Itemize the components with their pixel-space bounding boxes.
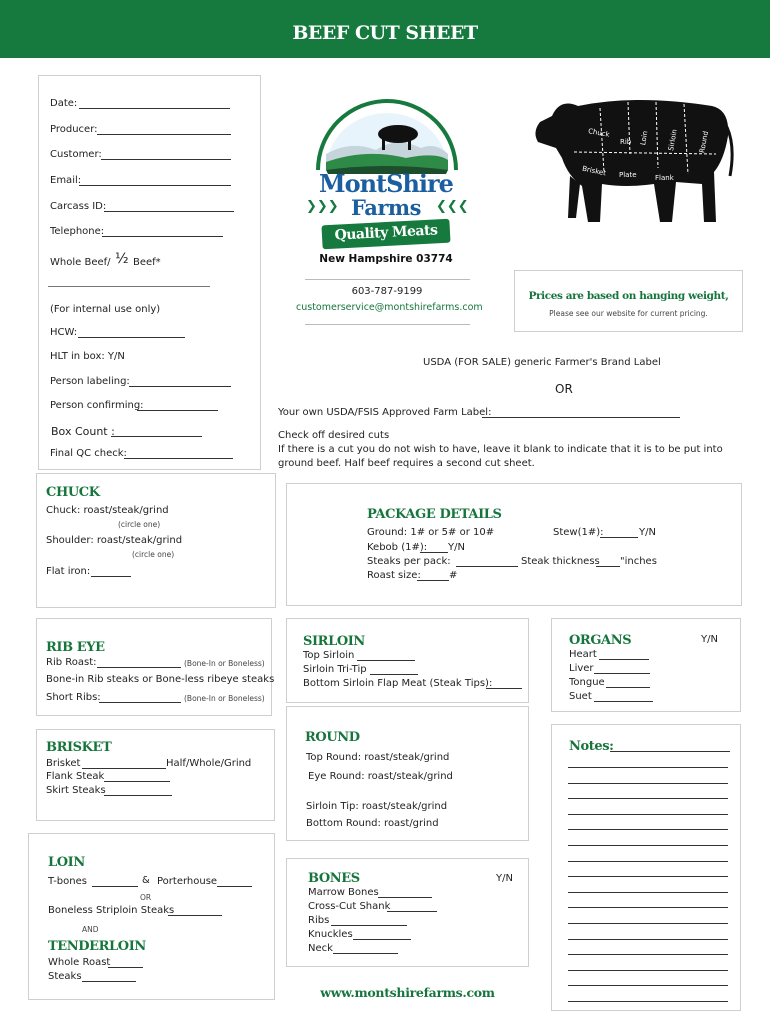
own-label-field[interactable] [482, 417, 680, 418]
tbones-label: T-bones [48, 876, 87, 887]
diagram-label-chuck: Chuck [587, 127, 611, 139]
top-sirloin-field[interactable] [357, 660, 415, 661]
loin-ampersand: & [142, 875, 150, 886]
roast-size-field[interactable] [417, 580, 449, 581]
box-count-field[interactable] [111, 436, 202, 437]
notes-line[interactable] [568, 939, 728, 940]
notes-line[interactable] [568, 876, 728, 877]
porterhouse-label: Porterhouse [157, 876, 218, 887]
skirt-steaks-field[interactable] [104, 795, 172, 796]
chuck-circle-note: (circle one) [118, 520, 161, 529]
whole-roast-label: Whole Roast [48, 957, 111, 968]
producer-field[interactable] [97, 134, 231, 135]
flat-iron-label: Flat iron: [46, 566, 91, 577]
montshire-logo [296, 92, 476, 272]
person-confirming-field[interactable] [137, 410, 218, 411]
final-qc-label: Final QC check: [50, 448, 127, 459]
rib-steaks-option[interactable]: Bone-in Rib steaks or Bone-less ribeye steaks [46, 674, 275, 685]
hcw-field[interactable] [78, 337, 185, 338]
rib-roast-field[interactable] [97, 667, 181, 668]
email-field[interactable] [79, 185, 231, 186]
organs-title: ORGANS [569, 633, 632, 648]
notes-line[interactable] [568, 985, 728, 986]
bottom-round-option[interactable]: Bottom Round: roast/grind [306, 818, 439, 829]
instructions-line-1: Check off desired cuts [278, 430, 390, 441]
skirt-steaks-label: Skirt Steaks [46, 785, 106, 796]
carcass-id-label: Carcass ID: [50, 201, 107, 212]
loin-title: LOIN [48, 855, 85, 870]
tri-tip-label: Sirloin Tri-Tip [303, 664, 367, 675]
notes-line[interactable] [568, 954, 728, 955]
suet-label: Suet [569, 691, 592, 702]
notes-line[interactable] [568, 970, 728, 971]
stew-label: Stew(1#): [553, 527, 604, 538]
sirloin-tip-option[interactable]: Sirloin Tip: roast/steak/grind [306, 801, 448, 812]
brisket-title: BRISKET [46, 740, 112, 755]
box-count-label: Box Count : [51, 425, 115, 438]
ribeye-title: RIB EYE [46, 640, 105, 655]
notes-line[interactable] [568, 798, 728, 799]
hcw-label: HCW: [50, 327, 78, 338]
tongue-label: Tongue [569, 677, 605, 688]
flank-steak-field[interactable] [104, 781, 170, 782]
stew-field[interactable] [600, 537, 638, 538]
instructions-line-3: ground beef. Half beef requires a second cut sheet. [278, 458, 535, 469]
eye-round-option[interactable]: Eye Round: roast/steak/grind [308, 771, 453, 782]
final-qc-field[interactable] [124, 458, 233, 459]
neck-field[interactable] [333, 953, 398, 954]
package-details-title: PACKAGE DETAILS [367, 507, 502, 522]
short-ribs-bone-option[interactable]: (Bone-In or Boneless) [184, 694, 265, 703]
wheat-right-icon: ❮❮❮ [436, 199, 469, 214]
notes-line[interactable] [568, 861, 728, 862]
top-round-option[interactable]: Top Round: roast/steak/grind [306, 752, 450, 763]
telephone-field[interactable] [102, 236, 223, 237]
tenderloin-steaks-label: Steaks [48, 971, 82, 982]
stew-yn[interactable]: Y/N [639, 527, 656, 538]
footer-website-link[interactable]: www.montshirefarms.com [320, 985, 495, 1000]
own-label-text: Your own USDA/FSIS Approved Farm Label: [278, 407, 492, 418]
cross-cut-shank-field[interactable] [387, 911, 437, 912]
wheat-left-icon: ❯❯❯ [306, 199, 339, 214]
chuck-option[interactable]: Chuck: roast/steak/grind [46, 505, 169, 516]
notes-line[interactable] [568, 892, 728, 893]
suet-field[interactable] [594, 701, 653, 702]
liver-label: Liver [569, 663, 594, 674]
diagram-label-flank: Flank [655, 174, 674, 182]
pricing-note: Please see our website for current pricing. [549, 309, 708, 318]
person-labeling-label: Person labeling: [50, 376, 130, 387]
bones-yn: Y/N [496, 873, 513, 884]
producer-label: Producer: [50, 124, 98, 135]
round-title: ROUND [305, 730, 360, 745]
notes-line[interactable] [568, 829, 728, 830]
page-title: BEEF CUT SHEET [292, 22, 478, 44]
steaks-per-pack-label: Steaks per pack: [367, 556, 451, 567]
chuck-title: CHUCK [46, 485, 100, 500]
notes-line[interactable] [568, 814, 728, 815]
heart-field[interactable] [599, 659, 649, 660]
roast-size-label: Roast size: [367, 570, 421, 581]
steak-thickness-label: Steak thickness [521, 556, 600, 567]
rib-roast-bone-option[interactable]: (Bone-In or Boneless) [184, 659, 265, 668]
or-separator: OR [555, 382, 573, 396]
kebob-yn[interactable]: Y/N [448, 542, 465, 553]
phone-number: 603-787-9199 [351, 286, 423, 297]
usda-generic-label[interactable]: USDA (FOR SALE) generic Farmer's Brand Label [423, 357, 661, 368]
short-ribs-label: Short Ribs: [46, 692, 101, 703]
instructions-line-2: If there is a cut you do not wish to have, leave it blank to indicate that it is to be put into [278, 444, 723, 455]
customer-field[interactable] [101, 159, 231, 160]
notes-line-0[interactable] [610, 751, 730, 752]
inches-label: "inches [620, 556, 657, 567]
cross-cut-shank-label: Cross-Cut Shank [308, 901, 391, 912]
marrow-bones-field[interactable] [378, 897, 432, 898]
diagram-label-rib: Rib [620, 138, 632, 146]
notes-line[interactable] [568, 767, 728, 768]
half-beef-label[interactable]: Beef* [133, 257, 161, 268]
pricing-title: Prices are based on hanging weight, [528, 290, 729, 302]
tenderloin-steaks-field[interactable] [82, 981, 136, 982]
notes-line[interactable] [568, 783, 728, 784]
notes-line[interactable] [568, 845, 728, 846]
notes-line[interactable] [568, 907, 728, 908]
diagram-label-loin: Loin [639, 130, 650, 146]
date-label: Date: [50, 98, 78, 109]
heart-label: Heart [569, 649, 597, 660]
porterhouse-field[interactable] [217, 886, 252, 887]
kebob-label: Kebob (1#): [367, 542, 428, 553]
ground-option[interactable]: Ground: 1# or 5# or 10# [367, 527, 495, 538]
striploin-field[interactable] [168, 915, 222, 916]
brisket-field[interactable] [82, 768, 166, 769]
contact-divider-bottom [305, 324, 470, 325]
sirloin-flap-label: Bottom Sirloin Flap Meat (Steak Tips): [303, 678, 493, 689]
person-confirming-label: Person confirming: [50, 400, 144, 411]
logo-name-line1: MontShire [319, 169, 453, 198]
kebob-field[interactable] [420, 552, 448, 553]
logo-location: New Hampshire 03774 [319, 253, 453, 265]
notes-title: Notes: [569, 739, 614, 754]
sirloin-title: SIRLOIN [303, 634, 365, 649]
notes-line[interactable] [568, 1001, 728, 1002]
tenderloin-title: TENDERLOIN [48, 939, 146, 954]
flat-iron-field[interactable] [91, 576, 131, 577]
liver-field[interactable] [594, 673, 650, 674]
ribs-label: Ribs [308, 915, 330, 926]
customer-label: Customer: [50, 149, 102, 160]
notes-line[interactable] [568, 923, 728, 924]
knuckles-label: Knuckles [308, 929, 353, 940]
hlt-label[interactable]: HLT in box: Y/N [50, 351, 125, 362]
tbones-field[interactable] [92, 886, 138, 887]
half-symbol[interactable]: ½ [115, 251, 129, 267]
date-field[interactable] [79, 108, 230, 109]
contact-divider-top [305, 279, 470, 280]
brisket-options[interactable]: Half/Whole/Grind [166, 758, 252, 769]
package-details-box [286, 483, 742, 606]
short-ribs-field[interactable] [99, 702, 181, 703]
rib-roast-label: Rib Roast: [46, 657, 97, 668]
steak-thickness-field[interactable] [596, 566, 620, 567]
diagram-label-round: Round [698, 130, 710, 154]
shoulder-option[interactable]: Shoulder: roast/steak/grind [46, 535, 183, 546]
cow-silhouette [516, 72, 742, 260]
tri-tip-field[interactable] [370, 674, 418, 675]
diagram-label-sirloin: Sirloin [667, 128, 679, 152]
neck-label: Neck [308, 943, 333, 954]
sirloin-flap-field[interactable] [486, 688, 522, 689]
knuckles-field[interactable] [353, 939, 411, 940]
ribs-field[interactable] [331, 925, 407, 926]
logo-banner-text: Quality Meats [334, 222, 438, 244]
loin-and: AND [82, 925, 99, 934]
steaks-per-pack-field[interactable] [456, 566, 518, 567]
organs-yn: Y/N [701, 634, 718, 645]
roast-size-unit: # [449, 570, 458, 581]
shoulder-circle-note: (circle one) [132, 550, 175, 559]
email-label: Email: [50, 175, 82, 186]
internal-divider [48, 286, 210, 287]
telephone-label: Telephone: [50, 226, 105, 237]
loin-or: OR [140, 893, 152, 902]
flank-steak-label: Flank Steak [46, 771, 105, 782]
brisket-label: Brisket [46, 758, 81, 769]
carcass-id-field[interactable] [104, 211, 234, 212]
logo-name-line2: Farms [351, 195, 421, 220]
bones-title: BONES [308, 871, 360, 886]
marrow-bones-label: Marrow Bones [308, 887, 379, 898]
diagram-label-plate: Plate [619, 171, 637, 179]
tongue-field[interactable] [606, 687, 650, 688]
beef-cuts-diagram [516, 72, 742, 260]
contact-email-link[interactable]: customerservice@montshirefarms.com [296, 302, 483, 313]
person-labeling-field[interactable] [129, 386, 231, 387]
diagram-label-brisket: Brisket [581, 164, 607, 178]
internal-use-label: (For internal use only) [50, 304, 161, 315]
whole-roast-field[interactable] [108, 967, 143, 968]
striploin-label: Boneless Striploin Steaks [48, 905, 175, 916]
top-sirloin-label: Top Sirloin [303, 650, 355, 661]
whole-beef-label[interactable]: Whole Beef/ [50, 257, 111, 268]
